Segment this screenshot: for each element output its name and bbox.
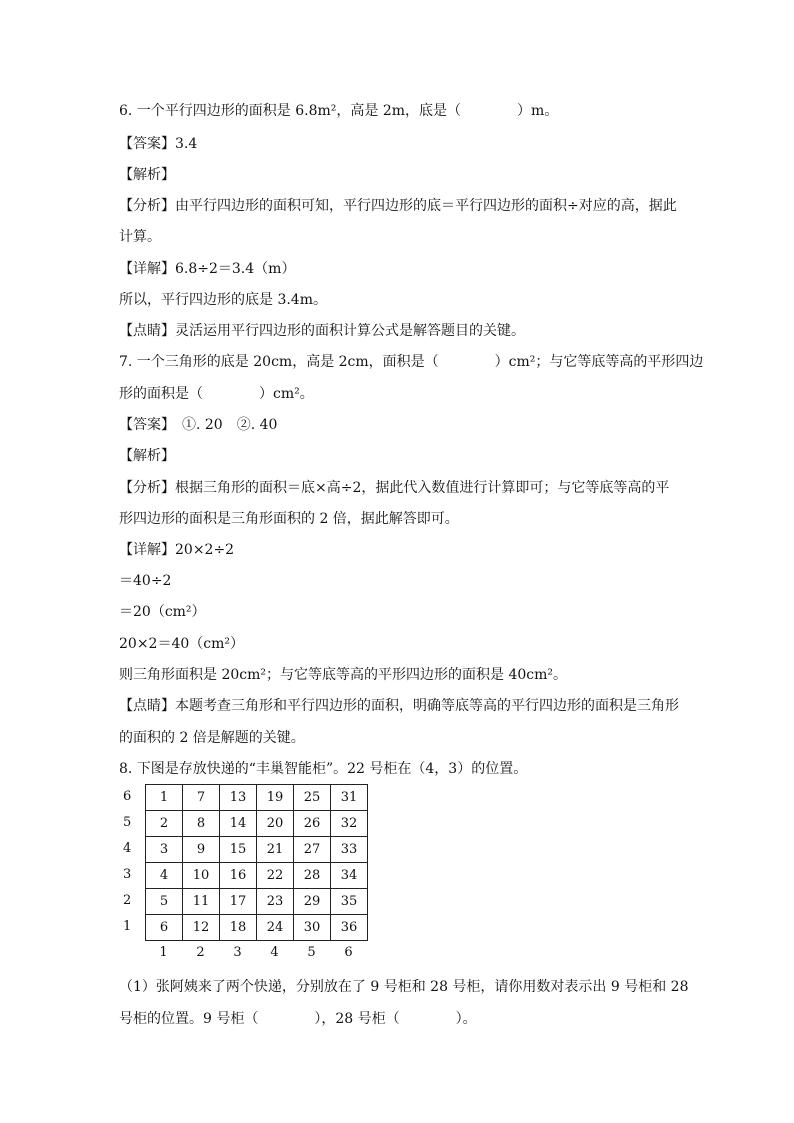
text-line: ＝40÷2 — [119, 573, 172, 589]
locker-cell: 25 — [294, 785, 331, 811]
locker-cell: 21 — [257, 837, 294, 863]
text-line: 【答案】 ①. 20 ②. 40 — [119, 417, 278, 433]
locker-cell: 30 — [294, 915, 331, 941]
text-line: 20×2＝40（cm²） — [119, 636, 244, 652]
grid-row — [146, 863, 368, 889]
grid-row — [146, 915, 368, 941]
text-line: 【答案】3.4 — [119, 136, 198, 152]
column-label: 2 — [196, 945, 205, 960]
text-line: （1）张阿姨来了两个快递，分别放在了 9 号柜和 28 号柜，请你用数对表示出 9 号柜和 28 — [119, 979, 689, 995]
text-line: 【详解】6.8÷2＝3.4（m） — [119, 261, 296, 277]
locker-cell: 18 — [220, 915, 257, 941]
row-label: 2 — [123, 893, 132, 908]
grid-row — [146, 889, 368, 915]
locker-cell: 4 — [146, 863, 183, 889]
column-label: 6 — [344, 945, 353, 960]
locker-cell: 2 — [146, 811, 183, 837]
locker-grid — [119, 784, 379, 962]
grid-row — [146, 811, 368, 837]
locker-cell: 7 — [183, 785, 220, 811]
text-line: ＝20（cm²） — [119, 604, 206, 620]
row-label: 5 — [123, 815, 132, 830]
locker-cell: 15 — [220, 837, 257, 863]
text-line: 形四边形的面积是三角形面积的 2 倍，据此解答即可。 — [119, 511, 459, 527]
row-label: 1 — [123, 919, 132, 934]
locker-cell: 26 — [294, 811, 331, 837]
grid-row — [146, 837, 368, 863]
locker-cell: 28 — [294, 863, 331, 889]
locker-cell: 12 — [183, 915, 220, 941]
locker-cell: 22 — [257, 863, 294, 889]
locker-cell: 6 — [146, 915, 183, 941]
row-label: 6 — [123, 789, 132, 804]
locker-cell: 32 — [331, 811, 368, 837]
text-line: 【解析】 — [119, 167, 175, 183]
text-line: 【点睛】本题考查三角形和平行四边形的面积，明确等底等高的平行四边形的面积是三角形 — [119, 698, 679, 714]
grid-row — [146, 785, 368, 811]
text-line: 计算。 — [119, 229, 161, 245]
row-label: 4 — [123, 841, 132, 856]
text-line: 的面积的 2 倍是解题的关键。 — [119, 730, 305, 746]
column-label: 1 — [159, 945, 168, 960]
locker-cell: 9 — [183, 837, 220, 863]
text-line: 形的面积是（ ）cm²。 — [119, 386, 314, 402]
text-line: 【分析】根据三角形的面积＝底×高÷2，据此代入数值进行计算即可；与它等底等高的平 — [119, 480, 670, 496]
locker-cell: 33 — [331, 837, 368, 863]
locker-cell: 3 — [146, 837, 183, 863]
locker-cell: 16 — [220, 863, 257, 889]
locker-cell: 20 — [257, 811, 294, 837]
text-line: 【分析】由平行四边形的面积可知，平行四边形的底＝平行四边形的面积÷对应的高，据此 — [119, 198, 677, 214]
locker-cell: 11 — [183, 889, 220, 915]
locker-cell: 1 — [146, 785, 183, 811]
text-line: 【详解】20×2÷2 — [119, 542, 235, 558]
locker-cell: 31 — [331, 785, 368, 811]
locker-cell: 35 — [331, 889, 368, 915]
text-line: 所以，平行四边形的底是 3.4m。 — [119, 292, 327, 308]
text-line: 【点睛】灵活运用平行四边形的面积计算公式是解答题目的关键。 — [119, 323, 525, 339]
text-line: 则三角形面积是 20cm²；与它等底等高的平形四边形的面积是 40cm²。 — [119, 667, 567, 683]
locker-cell: 23 — [257, 889, 294, 915]
locker-cell: 24 — [257, 915, 294, 941]
text-line: 号柜的位置。9 号柜（ ），28 号柜（ ）。 — [119, 1011, 477, 1027]
text-line: 【解析】 — [119, 448, 175, 464]
text-line: 7. 一个三角形的底是 20cm，高是 2cm，面积是（ ）cm²；与它等底等高的平形四边 — [119, 354, 704, 370]
column-label: 4 — [270, 945, 279, 960]
column-label: 5 — [307, 945, 316, 960]
locker-cell: 14 — [220, 811, 257, 837]
locker-cell: 17 — [220, 889, 257, 915]
locker-cell: 36 — [331, 915, 368, 941]
locker-cell: 34 — [331, 863, 368, 889]
locker-cell: 10 — [183, 863, 220, 889]
locker-cell: 8 — [183, 811, 220, 837]
text-line: 8. 下图是存放快递的“丰巢智能柜”。22 号柜在（4，3）的位置。 — [119, 761, 528, 777]
locker-cell: 19 — [257, 785, 294, 811]
locker-table — [145, 784, 368, 941]
text-line: 6. 一个平行四边形的面积是 6.8m²，高是 2m，底是（ ）m。 — [119, 103, 559, 119]
locker-cell: 5 — [146, 889, 183, 915]
locker-cell: 13 — [220, 785, 257, 811]
column-label: 3 — [233, 945, 242, 960]
locker-cell: 27 — [294, 837, 331, 863]
row-label: 3 — [123, 867, 132, 882]
locker-cell: 29 — [294, 889, 331, 915]
